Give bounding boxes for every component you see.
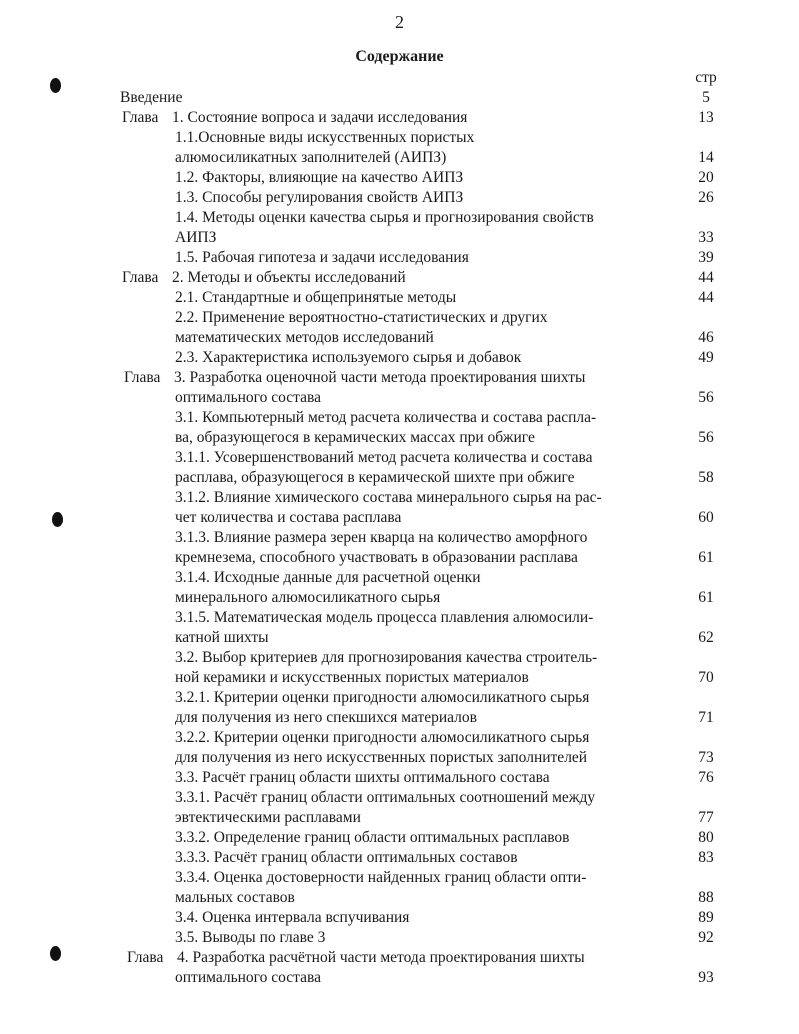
toc-header-row: [0, 68, 799, 88]
toc-entry-text: 1.3. Способы регулирования свойств АИПЗ: [175, 189, 464, 206]
toc-entry-text: 3.4. Оценка интервала вспучивания: [175, 909, 410, 926]
toc-row: [0, 328, 799, 348]
toc-row: [0, 728, 799, 748]
toc-row: [0, 568, 799, 588]
toc-row: [0, 808, 799, 828]
toc-entry-text: катной шихты: [175, 629, 269, 646]
toc-page-number: 46: [698, 329, 714, 346]
toc-row: [0, 428, 799, 448]
toc-entry-text: 1.1.Основные виды искусственных пористых: [175, 129, 475, 146]
toc-page-number: 14: [698, 149, 714, 166]
toc-page-number: 56: [698, 429, 714, 446]
toc-entry-text: математических методов исследований: [175, 329, 434, 346]
toc-row: [0, 108, 799, 128]
toc-page-number: 92: [698, 929, 714, 946]
toc-entry-text: оптимального состава: [175, 389, 322, 406]
toc-chapter-label: Глава: [124, 369, 161, 386]
toc-row: [0, 368, 799, 388]
toc-entry-text: 3.2.1. Критерии оценки пригодности алюмосиликатного сырья: [175, 689, 590, 706]
toc-row: [0, 848, 799, 868]
toc-row: [0, 528, 799, 548]
toc-row: [0, 688, 799, 708]
toc-entry-text: 3. Разработка оценочной части метода проектирования шихты: [174, 369, 586, 386]
toc-entry-text: 2.1. Стандартные и общепринятые методы: [175, 289, 457, 306]
toc-page-number: 60: [698, 509, 714, 526]
toc-entry-text: для получения из него искусственных пористых заполнителей: [175, 749, 588, 766]
toc-row: [0, 788, 799, 808]
toc-entry-text: 3.1. Компьютерный метод расчета количества и состава распла-: [175, 409, 597, 426]
toc-entry-text: 3.5. Выводы по главе 3: [175, 929, 326, 946]
toc-row: [0, 228, 799, 248]
toc-page-number: 20: [698, 169, 714, 186]
toc-chapter-label: Глава: [122, 109, 159, 126]
toc-entry-text: АИПЗ: [175, 229, 217, 246]
toc-entry-text: минерального алюмосиликатного сырья: [175, 589, 441, 606]
page-title: Содержание: [355, 48, 444, 65]
toc-entry-text: 3.3.3. Расчёт границ области оптимальных составов: [175, 849, 518, 866]
toc-row: [0, 88, 799, 108]
toc-row: [0, 868, 799, 888]
toc-entry-text: 3.1.3. Влияние размера зерен кварца на количество аморфного: [175, 529, 588, 546]
toc-entry-text: 3.1.1. Усовершенствований метод расчета количества и состава: [175, 449, 593, 466]
toc-row: [0, 548, 799, 568]
toc-page-number: 58: [698, 469, 714, 486]
toc-row: [0, 668, 799, 688]
toc-row: [0, 948, 799, 968]
toc-row: [0, 628, 799, 648]
toc-entry-text: 3.3.1. Расчёт границ области оптимальных соотношений между: [175, 789, 596, 806]
toc-row: [0, 588, 799, 608]
toc-entry-text: 3.1.2. Влияние химического состава минерального сырья на рас-: [175, 489, 602, 506]
toc-entry-text: 2.3. Характеристика используемого сырья и добавок: [175, 349, 522, 366]
toc-page-number: 49: [698, 349, 714, 366]
toc-page-number: 83: [698, 849, 714, 866]
toc-page-number: 61: [698, 589, 714, 606]
toc-page-number: 93: [698, 969, 714, 986]
toc-row: [0, 968, 799, 988]
toc-entry-text: 1. Состояние вопроса и задачи исследования: [172, 109, 468, 126]
toc-entry-text: 2. Методы и объекты исследований: [172, 269, 406, 286]
toc-row: [0, 608, 799, 628]
toc-row: [0, 508, 799, 528]
toc-chapter-label: Глава: [122, 269, 159, 286]
toc-entry-text: 4. Разработка расчётной части метода проектирования шихты: [177, 949, 585, 966]
toc-row: [0, 648, 799, 668]
toc-entry-text: ва, образующегося в керамических массах при обжиге: [175, 429, 535, 446]
toc-row: [0, 268, 799, 288]
toc-row: [0, 308, 799, 328]
toc-entry-text: 3.3.2. Определение границ области оптимальных расплавов: [175, 829, 570, 846]
toc-row: [0, 768, 799, 788]
toc-page-number: 62: [698, 629, 714, 646]
toc-row: [0, 188, 799, 208]
toc-page-number: 70: [698, 669, 714, 686]
toc-entry-text: 3.1.4. Исходные данные для расчетной оценки: [175, 569, 481, 586]
toc-chapter-label: Глава: [127, 949, 164, 966]
toc-page-number: 80: [698, 829, 714, 846]
toc-entry-text: 2.2. Применение вероятностно-статистических и других: [175, 309, 548, 326]
toc-row: [0, 388, 799, 408]
toc-page-number: 76: [698, 769, 714, 786]
toc-row: [0, 408, 799, 428]
toc-page-number: 33: [698, 229, 714, 246]
toc-page-number: 26: [698, 189, 714, 206]
toc-entry-text: 1.2. Факторы, влияющие на качество АИПЗ: [175, 169, 464, 186]
page-column-header: стр: [695, 69, 717, 86]
toc-entry-text: 3.2.2. Критерии оценки пригодности алюмосиликатного сырья: [175, 729, 590, 746]
toc-row: [0, 908, 799, 928]
toc-row: [0, 288, 799, 308]
toc-page-number: 5: [702, 89, 710, 106]
toc-row: [0, 748, 799, 768]
toc-entry-text: 1.5. Рабочая гипотеза и задачи исследования: [175, 249, 469, 266]
toc-row: [0, 448, 799, 468]
toc-entry-text: 3.3.4. Оценка достоверности найденных границ области опти-: [175, 869, 587, 886]
toc-row: [0, 928, 799, 948]
toc-entry-text: 3.1.5. Математическая модель процесса плавления алюмосили-: [175, 609, 594, 626]
toc-entry-text: мальных составов: [175, 889, 295, 906]
toc-row: [0, 348, 799, 368]
toc-entry-text: Введение: [120, 89, 183, 106]
toc-row: [0, 148, 799, 168]
toc-page-number: 56: [698, 389, 714, 406]
toc-entry-text: эвтектическими расплавами: [175, 809, 361, 826]
toc-page-number: 89: [698, 909, 714, 926]
toc-row: [0, 708, 799, 728]
toc-row: [0, 888, 799, 908]
toc-row: [0, 468, 799, 488]
table-of-contents: [0, 68, 799, 988]
toc-entry-text: 3.3. Расчёт границ области шихты оптимального состава: [175, 769, 550, 786]
toc-entry-text: 3.2. Выбор критериев для прогнозирования качества строитель-: [175, 649, 598, 666]
toc-page-number: 71: [698, 709, 714, 726]
toc-page-number: 39: [698, 249, 714, 266]
toc-row: [0, 828, 799, 848]
toc-page-number: 88: [698, 889, 714, 906]
toc-row: [0, 208, 799, 228]
toc-entry-text: кремнезема, способного участвовать в образовании расплава: [175, 549, 578, 566]
toc-page-number: 44: [698, 289, 714, 306]
toc-entry-text: оптимального состава: [175, 969, 322, 986]
toc-row: [0, 168, 799, 188]
toc-entry-text: ной керамики и искусственных пористых материалов: [175, 669, 529, 686]
toc-entry-text: расплава, образующегося в керамической шихте при обжиге: [175, 469, 575, 486]
toc-page-number: 61: [698, 549, 714, 566]
toc-page-number: 13: [698, 109, 714, 126]
toc-row: [0, 248, 799, 268]
toc-page-number: 44: [698, 269, 714, 286]
toc-row: [0, 128, 799, 148]
toc-entry-text: алюмосиликатных заполнителей (АИПЗ): [175, 149, 447, 166]
page-number: 2: [395, 12, 404, 32]
toc-row: [0, 488, 799, 508]
toc-entry-text: чет количества и состава расплава: [175, 509, 402, 526]
toc-entry-text: 1.4. Методы оценки качества сырья и прогнозирования свойств: [175, 209, 594, 226]
toc-entry-text: для получения из него спекшихся материалов: [175, 709, 477, 726]
toc-page-number: 73: [698, 749, 714, 766]
toc-page-number: 77: [698, 809, 714, 826]
